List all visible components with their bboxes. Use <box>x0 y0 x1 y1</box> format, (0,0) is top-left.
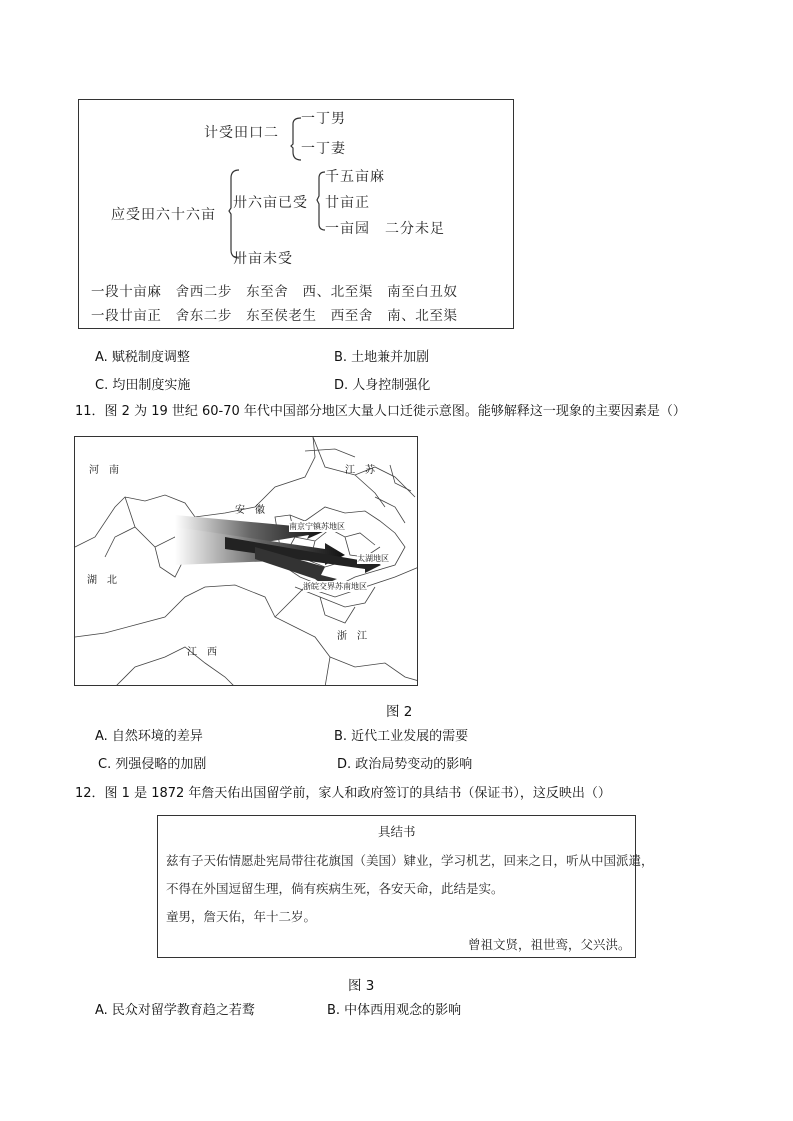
tree-root2: 应受田六十六亩 <box>111 207 216 223</box>
tree-leaf2: 廿亩正 <box>325 195 370 211</box>
map-label-dest2: 太湖地区 <box>357 554 389 563</box>
q10-option-a[interactable]: A. 赋税制度调整 <box>95 350 190 365</box>
q11-option-c[interactable]: C. 列强侵略的加剧 <box>98 757 207 772</box>
tree-branch2b: 卅亩未受 <box>233 251 293 267</box>
cert-title: 具结书 <box>378 824 416 839</box>
map-label-zhejiang: 浙 江 <box>337 631 367 642</box>
tree-root1: 计受田口二 <box>204 125 279 141</box>
q12-question: 12．图 1 是 1872 年詹天佑出国留学前，家人和政府签订的具结书（保证书），这反映出（） <box>75 786 611 801</box>
q10-option-d[interactable]: D. 人身控制强化 <box>334 378 431 393</box>
q11-figure-caption: 图 2 <box>386 704 413 720</box>
map-label-jiangsu: 江 苏 <box>345 465 375 476</box>
q11-option-d[interactable]: D. 政治局势变动的影响 <box>337 757 473 772</box>
q11-option-b[interactable]: B. 近代工业发展的需要 <box>334 729 469 744</box>
map-label-anhui: 安 徽 <box>235 505 265 516</box>
q12-option-b[interactable]: B. 中体西用观念的影响 <box>327 1003 462 1018</box>
q10-option-c[interactable]: C. 均田制度实施 <box>95 378 191 393</box>
q12-option-a[interactable]: A. 民众对留学教育趋之若鹜 <box>95 1003 255 1018</box>
migration-map <box>74 436 418 686</box>
tree-branch2a: 卅六亩已受 <box>233 195 308 211</box>
q10-option-b[interactable]: B. 土地兼并加剧 <box>334 350 430 365</box>
map-label-henan: 河 南 <box>89 465 119 476</box>
migration-arrows <box>175 515 381 585</box>
cert-signature: 曾祖文贤，祖世鸾，父兴洪。 <box>468 937 631 952</box>
tree-leaf1: 千五亩麻 <box>325 169 385 185</box>
q11-question: 11．图 2 为 19 世纪 60-70 年代中国部分地区大量人口迁徙示意图。能够解释这一现象的主要因素是（） <box>75 404 686 419</box>
map-label-jiangxi: 江 西 <box>187 647 217 658</box>
tree-branch1b: 一丁妻 <box>301 141 346 157</box>
cert-line-1: 兹有子天佑情愿赴宪局带往花旗国（美国）肄业，学习机艺，回来之日，听从中国派遣， <box>166 853 654 868</box>
map-label-dest1: 南京宁镇苏地区 <box>289 522 345 531</box>
tree-branch1a: 一丁男 <box>301 111 346 127</box>
cert-line-2: 不得在外国逗留生理，倘有疾病生死，各安天命，此结是实。 <box>166 881 504 896</box>
tree-row2: 一段廿亩正 舍东二步 东至侯老生 西至舍 南、北至渠 <box>91 308 458 324</box>
map-label-dest3: 浙皖交界苏南地区 <box>303 582 367 591</box>
tree-leaf3: 一亩园 二分未足 <box>325 221 445 237</box>
land-allocation-figure <box>78 99 514 329</box>
guarantee-letter <box>157 815 654 958</box>
q11-option-a[interactable]: A. 自然环境的差异 <box>95 729 203 744</box>
tree-row1: 一段十亩麻 舍西二步 东至舍 西、北至渠 南至白丑奴 <box>91 284 458 300</box>
q12-figure-caption: 图 3 <box>348 978 375 994</box>
cert-line-3: 童男，詹天佑，年十二岁。 <box>166 909 317 924</box>
map-label-hubei: 湖 北 <box>87 575 117 586</box>
